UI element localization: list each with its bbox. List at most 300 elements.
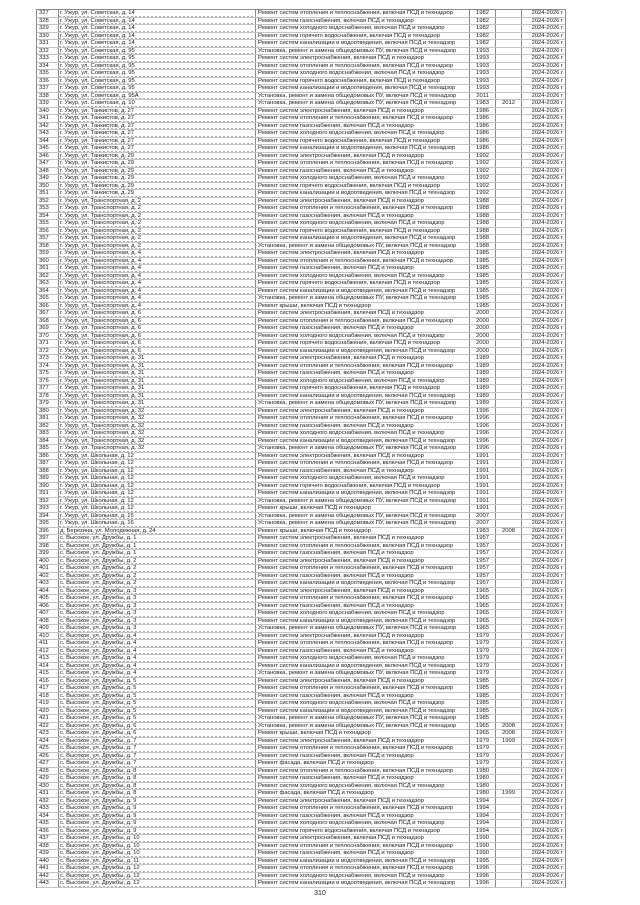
row-repair-year	[496, 633, 522, 640]
row-repair-year	[496, 700, 522, 707]
row-number: 387	[37, 460, 59, 467]
row-repair-year	[496, 505, 522, 512]
row-repair-year	[496, 123, 522, 130]
row-work: Ремонт систем канализации и водоотведения, включая ПСД и технадзор	[256, 580, 470, 587]
row-period: 2024-2026 г	[531, 797, 563, 804]
row-repair-year	[496, 205, 522, 212]
table-row	[37, 70, 565, 78]
table-row	[37, 228, 565, 236]
row-work: Ремонт систем отопления и теплоснабжения, включая ПСД и технадзор	[256, 363, 470, 370]
row-period: 2024-2026 г	[531, 25, 563, 31]
table-row	[37, 175, 565, 183]
table-row	[37, 805, 565, 813]
row-period: 2024-2026 г	[531, 190, 563, 196]
row-year: 1990	[470, 843, 496, 850]
row-address: г. Ужур, ул. Школьная, д. 12	[59, 505, 256, 512]
row-repair-year	[496, 618, 522, 625]
row-period: 2024-2026 г	[531, 325, 563, 331]
row-year: 1983	[470, 100, 496, 107]
row-work: Установка, ремонт и замена общедомовых ПУ, включая ПСД и технадзор	[256, 723, 470, 730]
table-row	[37, 543, 565, 551]
row-address: г. Ужур, ул. Транспортная, д. 4	[59, 258, 256, 265]
row-work: Ремонт систем отопления и теплоснабжения, включая ПСД и технадзор	[256, 685, 470, 692]
row-repair-year	[496, 753, 522, 760]
row-work: Ремонт систем отопления и теплоснабжения, включая ПСД и технадзор	[256, 745, 470, 752]
row-period: 2024-2026 г	[531, 745, 563, 751]
table-row	[37, 115, 565, 123]
row-address: г. Ужур, ул. Танкистов, д. 29	[59, 168, 256, 175]
row-work: Ремонт систем газоснабжения, включая ПСД и технадзор	[256, 213, 470, 220]
row-work: Ремонт систем канализации и водоотведения, включая ПСД и технадзор	[256, 618, 470, 625]
row-address: с. Высокое, ул. Дружбы, д. 4	[59, 640, 256, 647]
row-period: 2024-2026 г	[531, 452, 563, 459]
row-address: с. Высокое, ул. Дружбы, д. 3	[59, 603, 256, 610]
row-repair-year	[496, 573, 522, 580]
row-year: 1983	[470, 528, 496, 535]
row-period: 2024-2026 г	[531, 775, 563, 781]
row-year: 1989	[470, 363, 496, 370]
row-address: с. Высокое, ул. Дружбы, д. 12	[59, 873, 256, 880]
table-row	[37, 100, 565, 108]
row-repair-year	[496, 138, 522, 145]
row-repair-year	[496, 588, 522, 595]
row-repair-year	[496, 115, 522, 122]
row-year: 1986	[470, 115, 496, 122]
row-period: 2024-2026 г	[531, 685, 563, 691]
row-address: г. Ужур, ул. Школьная, д. 12	[59, 490, 256, 497]
row-address: с. Высокое, ул. Дружбы, д. 9	[59, 820, 256, 827]
row-repair-year	[496, 213, 522, 220]
row-period: 2024-2026 г	[531, 152, 563, 159]
row-address: г. Ужур, ул. Транспортная, д. 31	[59, 393, 256, 400]
row-work: Ремонт систем горячего водоснабжения, включая ПСД и технадзор	[256, 228, 470, 235]
row-address: г. Ужур, ул. Транспортная, д. 31	[59, 363, 256, 370]
row-period: 2024-2026 г	[531, 160, 563, 166]
row-year: 1979	[470, 760, 496, 767]
table-row	[37, 835, 565, 843]
row-period: 2024-2026 г	[531, 715, 563, 721]
row-number: 392	[37, 498, 59, 505]
row-work: Ремонт систем канализации и водоотведения, включая ПСД и технадзор	[256, 663, 470, 670]
row-address: с. Высокое, ул. Дружбы, д. 4	[59, 663, 256, 670]
row-year: 1993	[470, 85, 496, 92]
row-period: 2024-2026 г	[531, 865, 563, 871]
row-year: 1993	[470, 78, 496, 85]
table-row	[37, 648, 565, 656]
table-row	[37, 303, 565, 311]
row-repair-year	[496, 783, 522, 790]
row-work: Установка, ремонт и замена общедомовых ПУ, включая ПСД и технадзор	[256, 400, 470, 407]
row-address: г. Ужур, ул. Транспортная, д. 2	[59, 235, 256, 242]
row-number: 368	[37, 318, 59, 325]
row-year: 1994	[470, 813, 496, 820]
table-row	[37, 63, 565, 71]
row-repair-year	[496, 820, 522, 827]
row-year: 1991	[470, 460, 496, 467]
row-year: 1979	[470, 655, 496, 662]
table-row	[37, 723, 565, 731]
row-work: Ремонт систем электроснабжения, включая ПСД и технадзор	[256, 558, 470, 565]
row-year: 1985	[470, 685, 496, 692]
row-address: г. Ужур, ул. Школьная, д. 16	[59, 520, 256, 527]
row-address: с. Высокое, ул. Дружбы, д. 4	[59, 648, 256, 655]
row-work: Ремонт систем газоснабжения, включая ПСД и технадзор	[256, 370, 470, 377]
row-repair-year	[496, 288, 522, 295]
row-repair-year	[496, 858, 522, 865]
row-address: г. Ужур, ул. Транспортная, д. 31	[59, 370, 256, 377]
row-work: Установка, ремонт и замена общедомовых ПУ, включая ПСД и технадзор	[256, 670, 470, 677]
row-repair-year	[496, 265, 522, 272]
row-period: 2024-2026 г	[531, 197, 563, 204]
row-number: 360	[37, 258, 59, 265]
row-period: 2024-2026 г	[531, 482, 563, 489]
row-year: 1992	[470, 190, 496, 197]
row-address: с. Высокое, ул. Дружбы, д. 1	[59, 543, 256, 550]
row-address: с. Высокое, ул. Дружбы, д. 8	[59, 768, 256, 775]
row-period: 2024-2026 г	[531, 17, 563, 24]
row-repair-year	[496, 655, 522, 662]
row-period: 2024-2026 г	[531, 167, 563, 174]
row-period: 2024-2026 г	[531, 857, 563, 864]
row-number: 328	[37, 18, 59, 25]
row-year: 2000	[470, 325, 496, 332]
row-number: 383	[37, 430, 59, 437]
row-repair-year	[496, 475, 522, 482]
row-work: Ремонт систем электроснабжения, включая ПСД и технадзор	[256, 355, 470, 362]
row-address: г. Ужур, ул. Школьная, д. 15	[59, 513, 256, 520]
row-year: 1991	[470, 453, 496, 460]
row-number: 351	[37, 190, 59, 197]
row-period: 2024-2026 г	[531, 77, 563, 84]
row-work: Ремонт систем отопления и теплоснабжения, включая ПСД и технадзор	[256, 865, 470, 872]
table-row	[37, 738, 565, 746]
row-year: 1993	[470, 63, 496, 70]
row-work: Ремонт систем холодного водоснабжения, включая ПСД и технадзор	[256, 783, 470, 790]
row-work: Ремонт систем холодного водоснабжения, включая ПСД и технадзор	[256, 70, 470, 77]
row-period: 2024-2026 г	[531, 670, 563, 676]
row-work: Ремонт систем холодного водоснабжения, включая ПСД и технадзор	[256, 220, 470, 227]
row-number: 370	[37, 333, 59, 340]
row-period: 2024-2026 г	[531, 602, 563, 609]
row-address: г. Ужур, ул. Транспортная, д. 6	[59, 340, 256, 347]
row-repair-year	[496, 685, 522, 692]
row-address: г. Ужур, ул. Танкистов, д. 29	[59, 190, 256, 197]
row-year: 1982	[470, 25, 496, 32]
row-period: 2024-2026 г	[531, 760, 563, 766]
row-year: 1985	[470, 700, 496, 707]
row-number: 342	[37, 123, 59, 130]
row-work: Ремонт систем газоснабжения, включая ПСД и технадзор	[256, 753, 470, 760]
row-number: 430	[37, 783, 59, 790]
row-number: 361	[37, 265, 59, 272]
row-work: Ремонт систем газоснабжения, включая ПСД и технадзор	[256, 550, 470, 557]
table-row	[37, 625, 565, 633]
row-work: Ремонт систем газоснабжения, включая ПСД и технадзор	[256, 813, 470, 820]
row-work: Ремонт систем отопления и теплоснабжения, включая ПСД и технадзор	[256, 640, 470, 647]
row-period: 2024-2026 г	[531, 55, 563, 61]
row-repair-year	[496, 678, 522, 685]
row-year: 1991	[470, 505, 496, 512]
row-year: 1995	[470, 858, 496, 865]
row-number: 365	[37, 295, 59, 302]
row-period: 2024-2026 г	[531, 490, 563, 496]
row-period: 2024-2026 г	[531, 145, 563, 151]
row-address: г. Ужур, ул. Танкистов, д. 27	[59, 130, 256, 137]
row-work: Ремонт систем холодного водоснабжения, включая ПСД и технадзор	[256, 333, 470, 340]
table-row	[37, 843, 565, 851]
row-number: 398	[37, 543, 59, 550]
row-period: 2024-2026 г	[531, 257, 563, 264]
table-row	[37, 280, 565, 288]
row-address: с. Высокое, ул. Дружбы, д. 3	[59, 625, 256, 632]
row-repair-year	[496, 640, 522, 647]
row-address: г. Ужур, ул. Транспортная, д. 31	[59, 400, 256, 407]
row-work: Ремонт систем канализации и водоотведения, включая ПСД и технадзор	[256, 708, 470, 715]
table-row	[37, 513, 565, 521]
row-year: 1957	[470, 535, 496, 542]
table-row	[37, 603, 565, 611]
row-year: 1979	[470, 633, 496, 640]
row-work: Ремонт систем газоснабжения, включая ПСД и технадзор	[256, 18, 470, 25]
row-number: 345	[37, 145, 59, 152]
row-period: 2024-2026 г	[531, 580, 563, 586]
table-row	[37, 258, 565, 266]
row-repair-year	[496, 303, 522, 310]
row-repair-year	[496, 130, 522, 137]
row-period: 2024-2026 г	[531, 880, 563, 886]
row-year: 1996	[470, 865, 496, 872]
row-address: с. Высокое, ул. Дружбы, д. 3	[59, 588, 256, 595]
row-number: 390	[37, 483, 59, 490]
row-period: 2024-2026 г	[531, 70, 563, 76]
table-row	[37, 370, 565, 378]
row-work: Ремонт систем отопления и теплоснабжения, включая ПСД и технадзор	[256, 10, 470, 17]
table-row	[37, 655, 565, 663]
row-period: 2024-2026 г	[531, 835, 563, 841]
table-row	[37, 25, 565, 33]
row-work: Ремонт систем отопления и теплоснабжения, включая ПСД и технадзор	[256, 115, 470, 122]
row-period: 2024-2026 г	[531, 557, 563, 564]
row-year: 1992	[470, 183, 496, 190]
row-number: 363	[37, 280, 59, 287]
row-repair-year	[496, 468, 522, 475]
row-number: 436	[37, 828, 59, 835]
row-period: 2024-2026 г	[531, 205, 563, 211]
row-year: 1996	[470, 415, 496, 422]
row-work: Установка, ремонт и замена общедомовых ПУ, включая ПСД и технадзор	[256, 243, 470, 250]
row-period: 2024-2026 г	[531, 842, 563, 849]
row-address: г. Ужур, ул. Танкистов, д. 29	[59, 160, 256, 167]
table-row	[37, 198, 565, 206]
row-repair-year	[496, 370, 522, 377]
row-year: 1980	[470, 775, 496, 782]
table-row	[37, 385, 565, 393]
row-period: 2024-2026 г	[531, 550, 563, 556]
row-number: 356	[37, 228, 59, 235]
table-row	[37, 798, 565, 806]
row-period: 2024-2026 г	[531, 610, 563, 616]
row-repair-year	[496, 715, 522, 722]
table-row	[37, 348, 565, 356]
row-address: г. Ужур, ул. Школьная, д. 12	[59, 498, 256, 505]
row-work: Ремонт систем электроснабжения, включая ПСД и технадзор	[256, 198, 470, 205]
row-work: Ремонт систем отопления и теплоснабжения, включая ПСД и технадзор	[256, 205, 470, 212]
row-address: с. Высокое, ул. Дружбы, д. 5	[59, 685, 256, 692]
row-period: 2024-2026 г	[531, 130, 563, 136]
row-period: 2024-2026 г	[531, 692, 563, 699]
table-row	[37, 580, 565, 588]
row-work: Ремонт систем холодного водоснабжения, включая ПСД и технадзор	[256, 655, 470, 662]
row-work: Ремонт систем горячего водоснабжения, включая ПСД и технадзор	[256, 385, 470, 392]
row-year: 1988	[470, 243, 496, 250]
row-repair-year	[496, 310, 522, 317]
row-number: 350	[37, 183, 59, 190]
row-number: 396	[37, 528, 59, 535]
row-period: 2024-2026 г	[531, 302, 563, 309]
row-number: 335	[37, 70, 59, 77]
row-address: с. Высокое, ул. Дружбы, д. 2	[59, 558, 256, 565]
row-work: Ремонт систем канализации и водоотведения, включая ПСД и технадзор	[256, 348, 470, 355]
row-address: с. Высокое, ул. Дружбы, д. 6	[59, 723, 256, 730]
row-repair-year	[496, 318, 522, 325]
row-work: Ремонт систем горячего водоснабжения, включая ПСД и технадзор	[256, 183, 470, 190]
row-address: г. Ужур, ул. Советская, д. 95А	[59, 93, 256, 100]
row-period: 2024-2026 г	[531, 467, 563, 474]
row-year: 1996	[470, 430, 496, 437]
row-address: г. Ужур, ул. Транспортная, д. 4	[59, 280, 256, 287]
row-repair-year	[496, 768, 522, 775]
row-repair-year	[496, 430, 522, 437]
row-number: 327	[37, 10, 59, 17]
row-number: 348	[37, 168, 59, 175]
table-row	[37, 318, 565, 326]
row-repair-year	[496, 160, 522, 167]
row-work: Ремонт систем электроснабжения, включая ПСД и технадзор	[256, 250, 470, 257]
row-year: 1996	[470, 873, 496, 880]
row-number: 401	[37, 565, 59, 572]
row-period: 2024-2026 г	[531, 250, 563, 256]
table-row	[37, 325, 565, 333]
row-period: 2024-2026 г	[531, 92, 563, 99]
table-row	[37, 400, 565, 408]
row-number: 341	[37, 115, 59, 122]
row-year: 1992	[470, 168, 496, 175]
row-work: Ремонт систем электроснабжения, включая ПСД и технадзор	[256, 588, 470, 595]
row-period: 2024-2026 г	[531, 62, 563, 69]
row-year: 1980	[470, 768, 496, 775]
row-work: Ремонт систем горячего водоснабжения, включая ПСД и технадзор	[256, 828, 470, 835]
row-year: 1965	[470, 625, 496, 632]
row-address: г. Ужур, ул. Школьная, д. 12	[59, 483, 256, 490]
row-work: Ремонт систем отопления и теплоснабжения, включая ПСД и технадзор	[256, 258, 470, 265]
row-year: 1988	[470, 198, 496, 205]
table-row	[37, 505, 565, 513]
row-repair-year	[496, 55, 522, 62]
row-period: 2024-2026 г	[531, 632, 563, 639]
row-year: 1990	[470, 850, 496, 857]
row-repair-year	[496, 18, 522, 25]
row-repair-year	[496, 693, 522, 700]
row-work: Ремонт систем горячего водоснабжения, включая ПСД и технадзор	[256, 483, 470, 490]
row-repair-year	[496, 610, 522, 617]
row-repair-year	[496, 145, 522, 152]
row-work: Ремонт систем канализации и водоотведения, включая ПСД и технадзор	[256, 145, 470, 152]
table-row	[37, 33, 565, 41]
row-repair-year	[496, 603, 522, 610]
row-repair-year	[496, 40, 522, 47]
row-address: с. Высокое, ул. Дружбы, д. 5	[59, 715, 256, 722]
row-work: Ремонт систем газоснабжения, включая ПСД и технадзор	[256, 603, 470, 610]
row-work: Ремонт систем электроснабжения, включая ПСД и технадзор	[256, 798, 470, 805]
row-address: г. Ужур, ул. Танкистов, д. 27	[59, 115, 256, 122]
row-repair-year	[496, 400, 522, 407]
row-address: г. Ужур, ул. Танкистов, д. 27	[59, 108, 256, 115]
table-row	[37, 558, 565, 566]
table-row	[37, 880, 565, 888]
row-number: 336	[37, 78, 59, 85]
row-period: 2024-2026 г	[531, 655, 563, 661]
table-row	[37, 213, 565, 221]
row-number: 331	[37, 40, 59, 47]
row-year: 1988	[470, 213, 496, 220]
row-number: 394	[37, 513, 59, 520]
row-repair-year	[496, 828, 522, 835]
row-work: Ремонт крыши, включая ПСД и технадзор	[256, 505, 470, 512]
row-work: Ремонт систем газоснабжения, включая ПСД и технадзор	[256, 168, 470, 175]
row-year: 1994	[470, 798, 496, 805]
row-address: с. Высокое, ул. Дружбы, д. 3	[59, 618, 256, 625]
row-number: 424	[37, 738, 59, 745]
row-year: 1996	[470, 438, 496, 445]
row-year: 1965	[470, 723, 496, 730]
row-address: г. Ужур, ул. Танкистов, д. 29	[59, 183, 256, 190]
row-work: Установка, ремонт и замена общедомовых ПУ, включая ПСД и технадзор	[256, 520, 470, 527]
table-row	[37, 670, 565, 678]
row-year: 1989	[470, 370, 496, 377]
row-address: г. Ужур, ул. Транспортная, д. 2	[59, 198, 256, 205]
row-year: 1986	[470, 123, 496, 130]
row-number: 388	[37, 468, 59, 475]
row-number: 332	[37, 48, 59, 55]
row-address: с. Высокое, ул. Дружбы, д. 12	[59, 865, 256, 872]
row-period: 2024-2026 г	[531, 227, 563, 234]
row-address: г. Ужур, ул. Транспортная, д. 32	[59, 438, 256, 445]
row-number: 362	[37, 273, 59, 280]
row-number: 339	[37, 100, 59, 107]
table-row	[37, 40, 565, 48]
row-year: 1992	[470, 175, 496, 182]
row-number: 347	[37, 160, 59, 167]
row-number: 417	[37, 685, 59, 692]
row-work: Ремонт систем канализации и водоотведения, включая ПСД и технадзор	[256, 288, 470, 295]
table-row	[37, 168, 565, 176]
row-number: 427	[37, 760, 59, 767]
row-period: 2024-2026 г	[531, 437, 563, 444]
row-number: 440	[37, 858, 59, 865]
row-repair-year	[496, 520, 522, 527]
row-year: 1988	[470, 228, 496, 235]
row-period: 2024-2026 г	[531, 625, 563, 631]
row-repair-year	[496, 393, 522, 400]
row-work: Ремонт систем электроснабжения, включая ПСД и технадзор	[256, 633, 470, 640]
row-repair-year	[496, 258, 522, 265]
row-period: 2024-2026 г	[531, 272, 563, 279]
table-row	[37, 265, 565, 273]
row-number: 391	[37, 490, 59, 497]
row-number: 423	[37, 730, 59, 737]
row-address: г. Ужур, ул. Школьная, д. 12	[59, 453, 256, 460]
row-address: г. Ужур, ул. Транспортная, д. 31	[59, 385, 256, 392]
